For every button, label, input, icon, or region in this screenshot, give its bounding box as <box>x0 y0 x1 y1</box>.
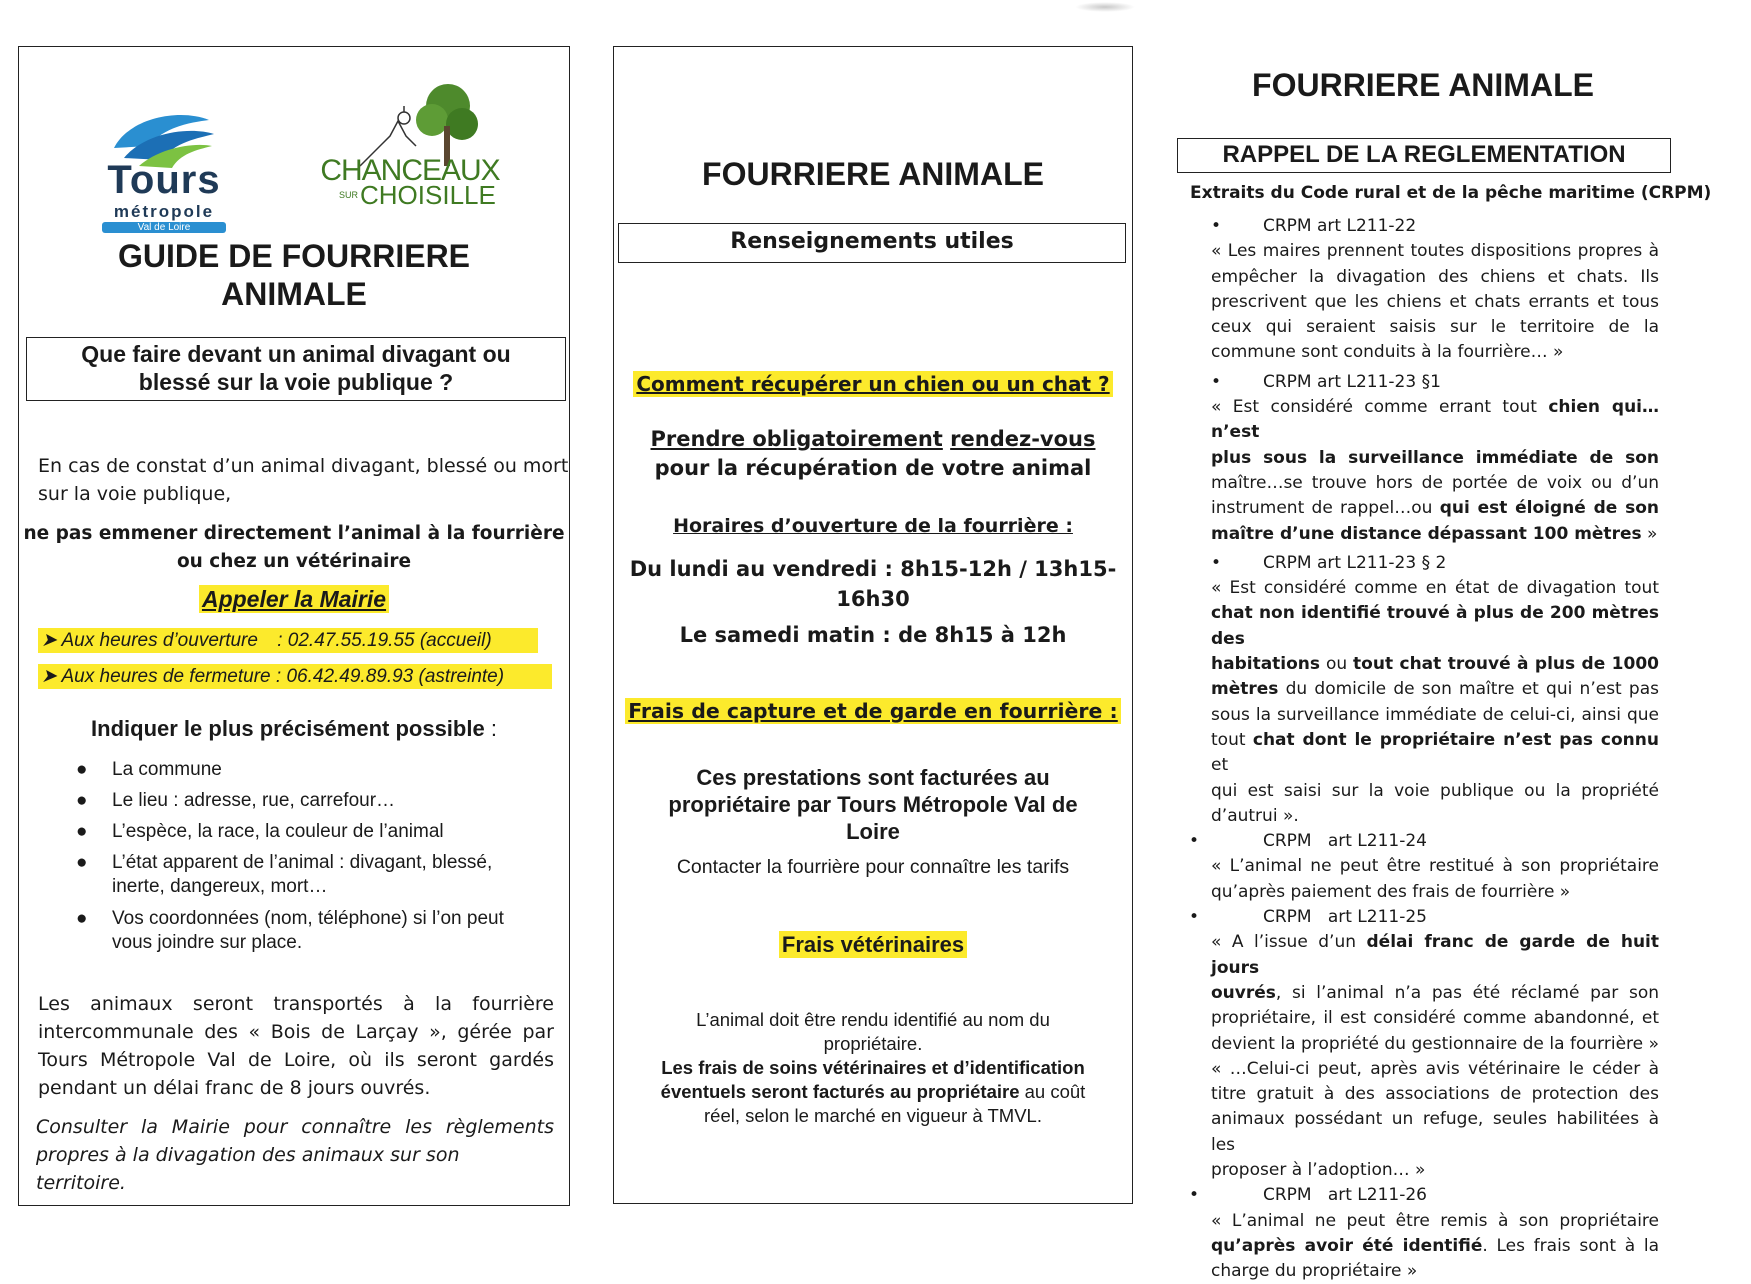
bullet-icon: ● <box>76 759 88 780</box>
hours-open-value: : 02.47.55.19.55 (accueil) <box>277 630 492 651</box>
transport-paragraph: Les animaux seront transportés à la fourrière intercommunale des « Bois de Larçay », gérée par Tours Métropole Val de Loire, où ils seront gardés pendant un délai franc de 8 jours ouvrés. <box>38 993 554 1099</box>
chanceaux-logo-sur: SUR <box>338 190 358 200</box>
bullet-icon: ● <box>76 852 88 873</box>
regulation-subtitle: Extraits du Code rural et de la pêche maritime (CRPM) <box>1190 183 1712 203</box>
article-heading: • CRPM art L211-26 <box>1189 1185 1427 1206</box>
indicate-colon: : <box>484 716 497 741</box>
bullet-icon: ● <box>76 821 88 842</box>
scan-smudge <box>1075 2 1135 12</box>
bullet-icon: ● <box>76 790 88 811</box>
hours-open-label: Aux heures d’ouverture <box>61 630 258 651</box>
article-heading: • CRPM art L211-22 <box>1211 216 1417 236</box>
q1-wrap <box>613 372 1133 396</box>
tours-logo-word: Tours <box>107 158 221 202</box>
guide-title-line2: ANIMALE <box>221 276 367 312</box>
middle-title: FOURRIERE ANIMALE <box>702 156 1044 192</box>
arrow-icon: ➤ <box>41 630 57 651</box>
indicate-list <box>76 758 552 963</box>
hours-open-row <box>38 628 538 653</box>
vet-wrap <box>613 932 1133 958</box>
regulation-text: • CRPM art L211-22 « Les maires prennent toutes dispositions propres à empêcher la divagation des chiens et chats. Ils prescrivent que les chiens et chats errants et tous ceux qui seraient saisis sur le territoire de la commune sont conduits à la fourrière… » • CRPM art L211-23 §1 « Est considéré comme errant tout chien qui…n’est plus sous la surveillance immédiate de son maître…se trouve hors de portée de voix ou d’un instrument de rappel…ou qui est éloigné de son maître d’une distance dépassant 100 mètres » • CRPM art L211-23 § 2 « Est considéré comme en état de divagation tout chat non identifié trouvé à plus de 200 mètres des habitations ou tout chat trouvé à plus de 1000 mètres du domicile de son maître et qui n’est pas sous la surveillance immédiate de celui-ci, ainsi que tout chat dont le propriétaire n’est pas connu et qui est saisi sur la voie publique ou la propriété d’autrui ». • CRPM art L211-24 « L’animal ne peut être restitué à son propriétaire qu’après paiement des frais de fourrière » • CRPM art L211-25 « A l’issue d’un délai franc de garde de huit jours ouvrés, si l’animal n’a pas été réclamé par son propriétaire, il est considéré comme abandonné, et devient la propriété du gestionnaire de la fourrière » « …Celui-ci peut, après avis vétérinaire le céder à titre gratuit à des associations de protection des animaux possédant un refuge, seules habilitées à les proposer à l’adoption… » • CRPM art L211-26 « L’animal ne peut être remis à son propriétaire qu’après avoir été identifié. Les frais sont à la charge du propriétaire » <box>1189 216 1660 1282</box>
hours-closed-value: : 06.42.49.89.93 (astreinte) <box>275 666 505 687</box>
saturday-line: Le samedi matin : de 8h15 à 12h <box>679 623 1067 647</box>
hours-heading: Horaires d’ouverture de la fourrière : <box>673 515 1073 537</box>
fees-heading: Frais de capture et de garde en fourrière : <box>625 698 1121 724</box>
arrow-icon: ➤ <box>41 666 57 687</box>
article-heading: • CRPM art L211-24 <box>1189 831 1427 852</box>
right-title: FOURRIERE ANIMALE <box>1252 67 1594 103</box>
regulation-box-label: RAPPEL DE LA REGLEMENTATION <box>1222 141 1626 168</box>
vet-paragraph: L’animal doit être rendu identifié au nom du propriétaire. Les frais de soins vétérinaires et d’identification éventuels seront facturés au propriétaire au coût réel, selon le marché en vigueur à TMVL. <box>660 1009 1086 1126</box>
fees-paragraph: Ces prestations sont facturées au propriétaire par Tours Métropole Val de Loire <box>668 765 1078 844</box>
intro-line1: En cas de constat d’un animal divagant, blessé ou mort <box>38 455 569 477</box>
list-item: ● La commune <box>76 759 222 780</box>
tours-logo-val-de-loire: Val de Loire <box>102 222 226 233</box>
call-mairie-wrap <box>18 586 570 613</box>
guide-title-line1: GUIDE DE FOURRIERE <box>117 238 471 274</box>
question-line1: Que faire devant un animal divagant ou <box>81 341 511 367</box>
call-mairie: Appeler la Mairie <box>199 585 389 613</box>
hours-closed-label: Aux heures de fermeture <box>61 666 271 687</box>
hours-closed-row <box>38 664 552 689</box>
weekday-line2: 16h30 <box>836 587 910 611</box>
vet-heading: Frais vétérinaires <box>779 931 967 958</box>
bullet-icon: ● <box>76 908 88 929</box>
list-item: ● L’espèce, la race, la couleur de l’animal <box>76 821 444 842</box>
contact-line: Contacter la fourrière pour connaître les tarifs <box>676 856 1070 878</box>
question-line2: blessé sur la voie publique ? <box>138 369 454 395</box>
info-box-label: Renseignements utiles <box>730 229 1014 254</box>
article-heading: • CRPM art L211-23 § 2 <box>1211 552 1447 573</box>
chanceaux-logo <box>320 76 500 210</box>
indicate-heading <box>18 716 570 742</box>
intro-line2: sur la voie publique, <box>38 483 232 505</box>
tours-logo-metropole: métropole <box>113 202 215 221</box>
article-heading: • CRPM art L211-23 §1 <box>1211 371 1441 392</box>
list-item: ● Le lieu : adresse, rue, carrefour… <box>76 790 396 811</box>
warning-line2: ou chez un vétérinaire <box>176 551 412 572</box>
chanceaux-logo-choisille: CHOISILLE <box>360 180 496 210</box>
article-heading: • CRPM art L211-25 <box>1189 907 1427 928</box>
q1-heading: Comment récupérer un chien ou un chat ? <box>633 371 1112 397</box>
warning-line1: ne pas emmener directement l’animal à la fourrière <box>23 523 565 544</box>
rdv-line2: pour la récupération de votre animal <box>654 456 1092 480</box>
chanceaux-logo-word: CHANCEAUX <box>320 154 500 187</box>
rdv-line1: Prendre obligatoirement rendez-vous <box>650 427 1096 451</box>
list-item: ● L’état apparent de l’animal : divagant, blessé, inerte, dangereux, mort… <box>76 852 493 897</box>
list-item: ● Vos coordonnées (nom, téléphone) si l’on peut vous joindre sur place. <box>76 908 504 953</box>
weekday-line1: Du lundi au vendredi : 8h15-12h / 13h15- <box>629 557 1117 581</box>
tours-metropole-logo <box>84 108 244 233</box>
fees-wrap <box>613 699 1133 723</box>
indicate-text: Indiquer le plus précisément possible <box>91 716 485 741</box>
consult-paragraph: Consulter la Mairie pour connaître les règlements propres à la divagation des animaux sur son territoire. <box>36 1116 554 1194</box>
